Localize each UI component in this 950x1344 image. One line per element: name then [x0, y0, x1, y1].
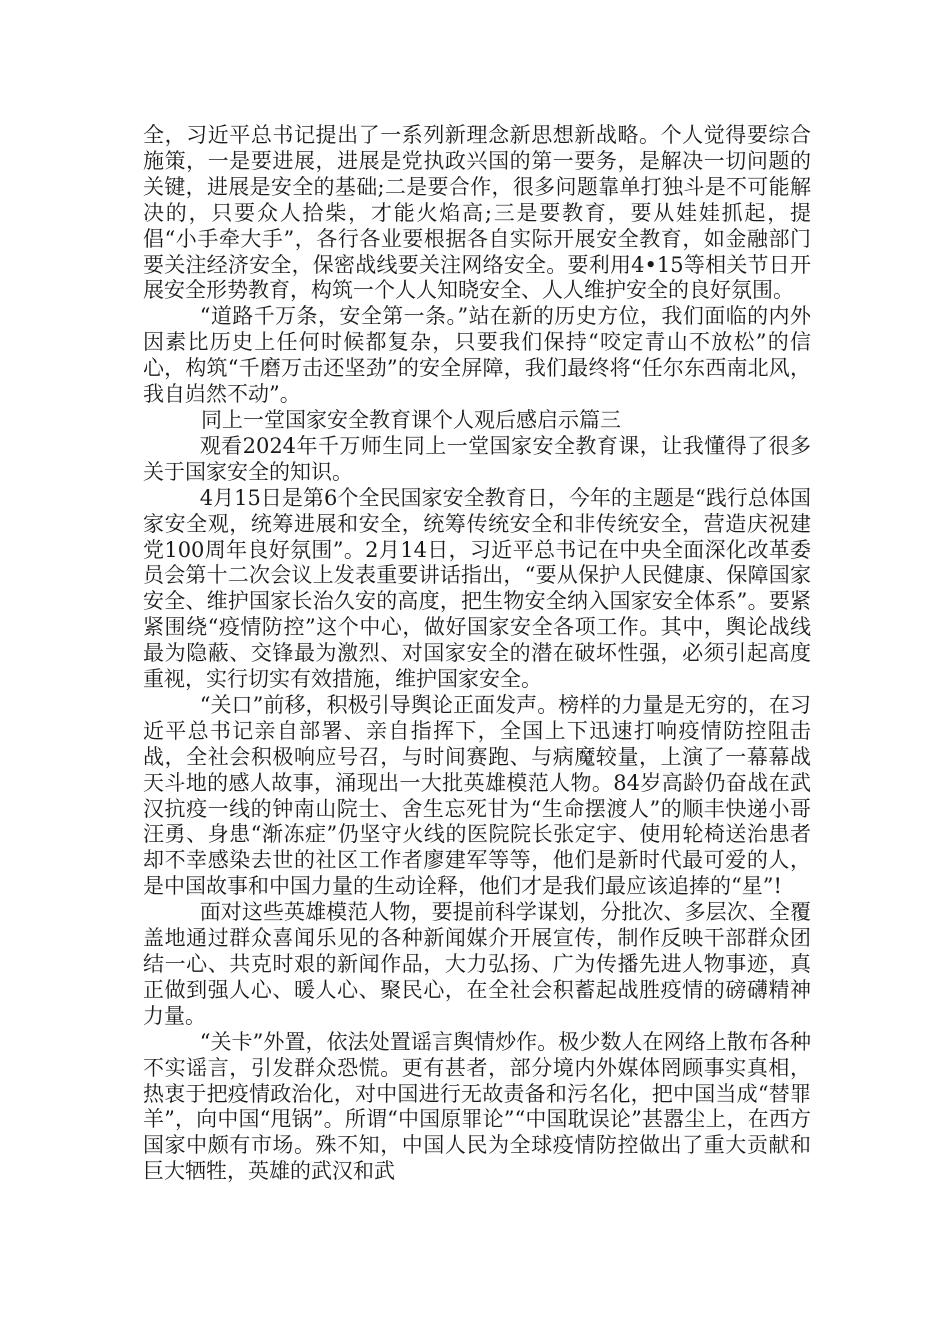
paragraph-rumor-control: “关卡”外置，依法处置谣言舆情炒作。极少数人在网络上散布各种不实谣言，引发群众恐慌。更有甚者，部分境内外媒体罔顾事实真相，热衷于把疫情政治化，对中国进行无故责备和污名化，把中国当成“替罪羊”，向中国“甩锅”。所谓“中国原罪论”“中国耽误论”甚嚣尘上，在西方国家中颇有市场。殊不知，中国人民为全球疫情防控做出了重大贡献和巨大牺牲，英雄的武汉和武 — [143, 1029, 811, 1184]
section-heading: 同上一堂国家安全教育课个人观后感启示篇三 — [201, 407, 621, 432]
paragraph-intro: 观看2024年千万师生同上一堂国家安全教育课，让我懂得了很多关于国家安全的知识。 — [143, 433, 811, 484]
paragraph-forward-guidance: “关口”前移，积极引导舆论正面发声。榜样的力量是无穷的，在习近平总书记亲自部署、亲自指挥下，全国上下迅速打响疫情防控阻击战，全社会积极响应号召，与时间赛跑、与病魔较量，上演了一幕幕战天斗地的感人故事，涌现出一大批英雄模范人物。84岁高龄仍奋战在武汉抗疫一线的钟南山院士、舍生忘死甘为“生命摆渡人”的顺丰快递小哥汪勇、身患“渐冻症”仍坚守火线的医院院长张定宇、使用轮椅送治患者却不幸感染去世的社区工作者廖建军等等，他们是新时代最可爱的人，是中国故事和中国力量的生动诠释，他们才是我们最应该追捧的“星”! — [143, 692, 811, 899]
paragraph-education-day: 4月15日是第6个全民国家安全教育日，今年的主题是“践行总体国家安全观，统筹进展和安全，统筹传统安全和非传统安全，营造庆祝建党100周年良好氛围”。2月14日，习近平总书记在中央全面深化改革委员会第十二次会议上发表重要讲话指出，“要从保护人民健康、保障国家安全、维护国家长治久安的高度，把生物安全纳入国家安全体系”。要紧紧围绕“疫情防控”这个中心，做好国家安全各项工作。其中，舆论战线最为隐蔽、交锋最为激烈、对国家安全的潜在破坏性强，必须引起高度重视，实行切实有效措施，维护国家安全。 — [143, 485, 811, 692]
paragraph-safety-first: “道路千万条，安全第一条。”站在新的历史方位，我们面临的内外因素比历史上任何时候都复杂，只要我们保持“咬定青山不放松”的信心，构筑“千磨万击还坚劲”的安全屏障，我们最终将“任尔东西南北风，我自岿然不动”。 — [143, 304, 811, 407]
paragraph-publicity: 面对这些英雄模范人物，要提前科学谋划，分批次、多层次、全覆盖地通过群众喜闻乐见的各种新闻媒介开展宣传，制作反映干部群众团结一心、共克时艰的新闻作品，大力弘扬、广为传播先进人物事迹，真正做到强人心、暖人心、聚民心，在全社会积蓄起战胜疫情的磅礴精神力量。 — [143, 900, 811, 1028]
paragraph-security-measures: 全，习近平总书记提出了一系列新理念新思想新战略。个人觉得要综合施策，一是要进展，进展是党执政兴国的第一要务，是解决一切问题的关键，进展是安全的基础;二是要合作，很多问题靠单打独斗是不可能解决的，只要众人拾柴，才能火焰高;三是要教育，要从娃娃抓起，提倡“小手牵大手”，各行各业要根据各自实际开展安全教育，如金融部门要关注经济安全，保密战线要关注网络安全。要利用4•15等相关节日开展安全形势教育，构筑一个人人知晓安全、人人维护安全的良好氛围。 — [143, 123, 811, 303]
document-body — [143, 123, 811, 1185]
